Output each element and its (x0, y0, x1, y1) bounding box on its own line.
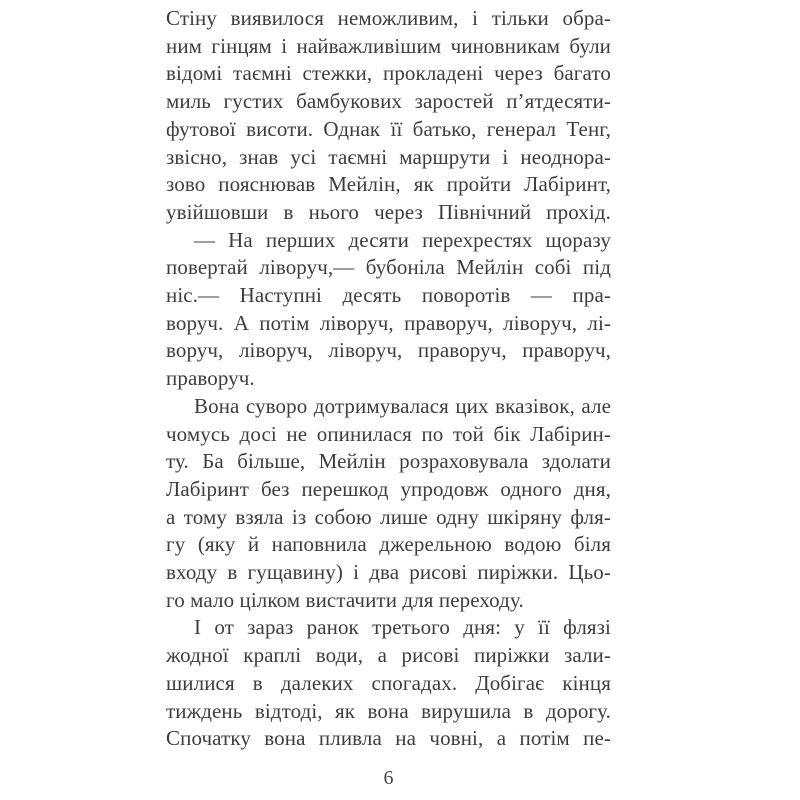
text-line: І от зараз ранок третього дня: у її флязі (194, 615, 611, 640)
text-line: Спочатку вона пливла на човні, а потім пе- (166, 726, 611, 751)
text-line: Вона суворо дотримувалася цих вказівок, але (194, 393, 611, 418)
text-line: Стіну виявилося неможливим, і тільки обра- (166, 6, 611, 30)
paragraph (166, 393, 611, 615)
text-line: футової висоти. Однак її батько, генерал Тенг, (166, 116, 611, 141)
text-line: ним гінцям і найважливішим чиновникам були (166, 33, 611, 58)
text-line: ту. Ба більше, Мейлін розраховувала здолати (166, 449, 611, 474)
text-line: а тому взяла із собою лише одну шкіряну фля- (166, 504, 611, 529)
text-line: праворуч. (166, 366, 255, 391)
text-line: воруч, ліворуч, ліворуч, праворуч, праворуч, (166, 338, 611, 363)
text-line: воруч. А потім ліворуч, праворуч, ліворуч, лі- (166, 310, 611, 335)
text-line: — На перших десяти перехрестях щоразу (194, 227, 611, 252)
text-line: ніс.— Наступні десять поворотів — пра- (166, 283, 611, 308)
text-line: тиждень відтоді, як вона вирушила в дорогу. (166, 698, 611, 723)
text-line: зово пояснював Мейлін, як пройти Лабіринт, (166, 172, 611, 197)
text-line: го мало цілком вистачити для переходу. (166, 587, 524, 612)
text-line: увійшовши в нього через Північний прохід. (166, 199, 611, 224)
paragraph (166, 5, 611, 227)
page-text (166, 5, 611, 753)
text-line: відомі таємні стежки, прокладені через багато (166, 61, 611, 86)
text-line: чомусь досі не опинилася по той бік Лабірин- (166, 421, 611, 446)
text-line: жодної краплі води, а рисові пиріжки зали- (166, 643, 611, 668)
text-line: повертай ліворуч,— бубоніла Мейлін собі під (166, 255, 611, 280)
paragraph (166, 614, 611, 753)
page-number: 6 (383, 767, 394, 789)
text-line: Лабіринт без перешкод упродовж одного дня, (166, 476, 611, 501)
text-line: миль густих бамбукових заростей п’ятдесяти- (166, 89, 611, 114)
text-line: входу в гущавину) і два рисові пиріжки. Цьо- (166, 560, 611, 585)
text-line: шилися в далеких спогадах. Добігає кінця (166, 670, 611, 695)
paragraph (166, 227, 611, 393)
text-line: звісно, знав усі таємні маршрути і неоднора- (166, 144, 611, 169)
text-line: гу (яку й наповнила джерельною водою біля (166, 532, 611, 557)
